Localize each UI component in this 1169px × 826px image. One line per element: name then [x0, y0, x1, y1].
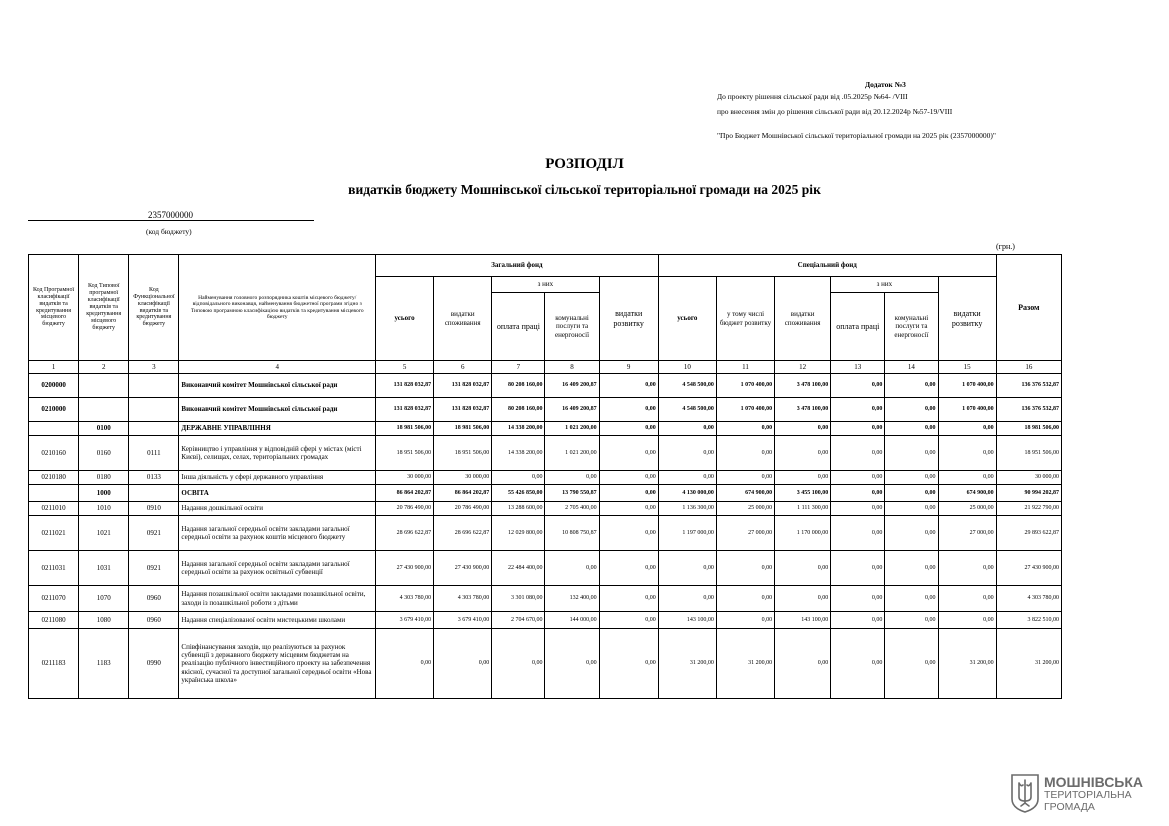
- amount-cell: 131 828 032,87: [434, 398, 492, 422]
- amount-cell: 2 705 400,00: [545, 502, 599, 516]
- amount-cell: 1 170 000,00: [775, 516, 831, 551]
- typical-code-cell: 0180: [79, 471, 129, 485]
- amount-cell: 20 786 490,00: [434, 502, 492, 516]
- logo-line-1: МОШНІВСЬКА: [1044, 774, 1144, 790]
- amount-cell: 0,00: [492, 629, 545, 699]
- amount-cell: 0,00: [716, 612, 774, 629]
- table-row: [29, 612, 1062, 629]
- special-fund-header: Спеціальний фонд: [658, 255, 996, 277]
- general-consumption-header: видатки споживання: [434, 277, 492, 361]
- special-consumption-header: видатки споживання: [775, 277, 831, 361]
- special-development-header: видатки розвитку: [938, 277, 996, 361]
- amount-cell: 0,00: [885, 485, 938, 502]
- amount-cell: 1 136 300,00: [658, 502, 716, 516]
- column-number-cell: 6: [434, 361, 492, 374]
- column-numbers-row: [29, 361, 1062, 374]
- amount-cell: 28 696 622,87: [375, 516, 433, 551]
- typical-code-cell: 0100: [79, 422, 129, 436]
- amount-cell: 90 994 202,87: [996, 485, 1061, 502]
- amount-cell: 0,00: [775, 471, 831, 485]
- typical-code-cell: 1000: [79, 485, 129, 502]
- amount-cell: 0,00: [599, 422, 658, 436]
- amount-cell: 1 111 300,00: [775, 502, 831, 516]
- special-budget-dev-header: у тому числі бюджет розвитку: [716, 277, 774, 361]
- amount-cell: 0,00: [599, 551, 658, 586]
- amount-cell: 0,00: [885, 551, 938, 586]
- functional-code-cell: 0921: [129, 551, 179, 586]
- functional-code-cell: [129, 485, 179, 502]
- amount-cell: 4 548 500,00: [658, 374, 716, 398]
- logo-line-2: ТЕРИТОРІАЛЬНА: [1044, 789, 1132, 801]
- general-sum-header: усього: [375, 277, 433, 361]
- table-row: [29, 502, 1062, 516]
- table-header: [29, 255, 1062, 374]
- column-number-cell: 3: [129, 361, 179, 374]
- amount-cell: 0,00: [658, 586, 716, 612]
- total-header: Разом: [996, 255, 1061, 361]
- amount-cell: 674 900,00: [938, 485, 996, 502]
- program-code-cell: 0211070: [29, 586, 79, 612]
- document-subtitle: видатків бюджету Мошнівської сільської територіальної громади на 2025 рік: [348, 182, 821, 197]
- amount-cell: 3 478 100,00: [775, 398, 831, 422]
- program-code-cell: [29, 485, 79, 502]
- community-logo: [1010, 773, 1150, 817]
- amount-cell: 16 409 200,87: [545, 398, 599, 422]
- general-development-header: видатки розвитку: [599, 277, 658, 361]
- amount-cell: 1 021 200,00: [545, 436, 599, 471]
- table-row: [29, 516, 1062, 551]
- amount-cell: 143 100,00: [775, 612, 831, 629]
- document-title: РОЗПОДІЛ: [545, 156, 624, 172]
- annex-amendment-line: про внесення змін до рішення сільської ради від 20.12.2024р №57-19/VIII: [717, 107, 953, 116]
- amount-cell: 30 000,00: [434, 471, 492, 485]
- program-name-cell: Надання дошкільної освіти: [179, 502, 376, 516]
- logo-wordmark: [1044, 775, 1143, 813]
- amount-cell: 0,00: [658, 471, 716, 485]
- amount-cell: 86 864 202,87: [375, 485, 433, 502]
- special-utilities-header: комунальні послуги та енергоносії: [885, 293, 938, 361]
- program-name-cell: ОСВІТА: [179, 485, 376, 502]
- amount-cell: 0,00: [492, 471, 545, 485]
- amount-cell: 0,00: [658, 422, 716, 436]
- typical-code-cell: 1021: [79, 516, 129, 551]
- amount-cell: 0,00: [831, 436, 885, 471]
- amount-cell: 0,00: [885, 422, 938, 436]
- functional-code-cell: 0910: [129, 502, 179, 516]
- typical-code-header: Код Типової програмної класифікації видатків та кредитування місцевого бюджету: [79, 255, 129, 361]
- amount-cell: 136 376 532,87: [996, 398, 1061, 422]
- amount-cell: 674 900,00: [716, 485, 774, 502]
- column-number-cell: 2: [79, 361, 129, 374]
- column-number-cell: 11: [716, 361, 774, 374]
- program-name-cell: Надання загальної середньої освіти закладами загальної середньої освіти за рахунок освітньої субвенції: [179, 551, 376, 586]
- name-header: Найменування головного розпорядника коштів місцевого бюджету/ відповідального виконавця, найменування бюджетної програми згідно з Типовою програмною класифікацією видатків та кредитування місцевого бюджету: [179, 255, 376, 361]
- column-number-cell: 10: [658, 361, 716, 374]
- amount-cell: 4 303 780,00: [434, 586, 492, 612]
- program-name-cell: Виконавчий комітет Мошнівської сільської ради: [179, 398, 376, 422]
- amount-cell: 143 100,00: [658, 612, 716, 629]
- amount-cell: 0,00: [831, 374, 885, 398]
- amount-cell: 10 808 750,87: [545, 516, 599, 551]
- column-number-cell: 4: [179, 361, 376, 374]
- amount-cell: 31 200,00: [996, 629, 1061, 699]
- amount-cell: 18 981 506,00: [375, 422, 433, 436]
- amount-cell: 3 478 100,00: [775, 374, 831, 398]
- general-salary-header: оплата праці: [492, 293, 545, 361]
- table-body: [29, 374, 1062, 699]
- amount-cell: 0,00: [599, 398, 658, 422]
- amount-cell: 0,00: [775, 436, 831, 471]
- functional-code-cell: 0133: [129, 471, 179, 485]
- amount-cell: 1 070 400,00: [716, 374, 774, 398]
- amount-cell: 13 790 550,87: [545, 485, 599, 502]
- amount-cell: 18 981 506,00: [434, 422, 492, 436]
- amount-cell: 80 208 160,00: [492, 374, 545, 398]
- amount-cell: 21 922 790,00: [996, 502, 1061, 516]
- amount-cell: 144 000,00: [545, 612, 599, 629]
- column-number-cell: 1: [29, 361, 79, 374]
- logo-line-3: ГРОМАДА: [1044, 801, 1095, 813]
- amount-cell: 0,00: [545, 629, 599, 699]
- amount-cell: 20 786 490,00: [375, 502, 433, 516]
- amount-cell: 0,00: [775, 629, 831, 699]
- amount-cell: 1 070 400,00: [716, 398, 774, 422]
- amount-cell: 31 200,00: [716, 629, 774, 699]
- functional-code-cell: [129, 374, 179, 398]
- functional-code-header: Код Функціональної класифікації видатків та кредитування бюджету: [129, 255, 179, 361]
- amount-cell: 18 951 506,00: [434, 436, 492, 471]
- amount-cell: 2 704 670,00: [492, 612, 545, 629]
- amount-cell: 0,00: [938, 471, 996, 485]
- amount-cell: 131 828 032,87: [375, 374, 433, 398]
- amount-cell: 27 430 900,00: [434, 551, 492, 586]
- trident-emblem-icon: [1010, 773, 1040, 813]
- column-number-cell: 16: [996, 361, 1061, 374]
- amount-cell: 3 301 080,00: [492, 586, 545, 612]
- amount-cell: 0,00: [599, 471, 658, 485]
- amount-cell: 0,00: [775, 586, 831, 612]
- amount-cell: 0,00: [885, 374, 938, 398]
- amount-cell: 18 981 506,00: [996, 422, 1061, 436]
- amount-cell: 0,00: [885, 436, 938, 471]
- amount-cell: 3 679 410,00: [434, 612, 492, 629]
- amount-cell: 16 409 200,87: [545, 374, 599, 398]
- program-name-cell: Надання загальної середньої освіти закладами загальної середньої освіти за рахунок коштів місцевого бюджету: [179, 516, 376, 551]
- typical-code-cell: 1070: [79, 586, 129, 612]
- annex-decision-title: "Про Бюджет Мошнівської сільської територіальної громади на 2025 рік (2357000000)": [717, 131, 996, 140]
- table-row: [29, 422, 1062, 436]
- typical-code-cell: [79, 398, 129, 422]
- amount-cell: 14 338 200,00: [492, 422, 545, 436]
- functional-code-cell: [129, 398, 179, 422]
- functional-code-cell: 0960: [129, 612, 179, 629]
- amount-cell: 29 893 622,87: [996, 516, 1061, 551]
- amount-cell: 31 200,00: [658, 629, 716, 699]
- amount-cell: 0,00: [831, 516, 885, 551]
- amount-cell: 4 548 500,00: [658, 398, 716, 422]
- amount-cell: 1 070 400,00: [938, 374, 996, 398]
- program-code-cell: 0211183: [29, 629, 79, 699]
- amount-cell: 0,00: [885, 471, 938, 485]
- special-sum-header: усього: [658, 277, 716, 361]
- program-name-cell: Надання позашкільної освіти закладами позашкільної освіти, заходи із позашкільної роботи з дітьми: [179, 586, 376, 612]
- amount-cell: 0,00: [885, 586, 938, 612]
- table-row: [29, 629, 1062, 699]
- program-code-header: Код Програмної класифікації видатків та кредитування місцевого бюджету: [29, 255, 79, 361]
- amount-cell: 30 000,00: [996, 471, 1061, 485]
- amount-cell: 136 376 532,87: [996, 374, 1061, 398]
- amount-cell: 0,00: [885, 612, 938, 629]
- amount-cell: 0,00: [375, 629, 433, 699]
- program-name-cell: Керівництво і управління у відповідній сфері у містах (місті Києві), селищах, селах, територіальних громадах: [179, 436, 376, 471]
- budget-code: 2357000000: [148, 210, 193, 220]
- amount-cell: 0,00: [658, 436, 716, 471]
- amount-cell: 22 484 400,00: [492, 551, 545, 586]
- amount-cell: 0,00: [775, 422, 831, 436]
- amount-cell: 0,00: [599, 516, 658, 551]
- amount-cell: 4 303 780,00: [996, 586, 1061, 612]
- amount-cell: 18 951 506,00: [996, 436, 1061, 471]
- amount-cell: 3 679 410,00: [375, 612, 433, 629]
- amount-cell: 0,00: [885, 398, 938, 422]
- program-name-cell: ДЕРЖАВНЕ УПРАВЛІННЯ: [179, 422, 376, 436]
- amount-cell: 1 021 200,00: [545, 422, 599, 436]
- budget-code-caption: (код бюджету): [146, 227, 192, 236]
- program-code-cell: 0210000: [29, 398, 79, 422]
- amount-cell: 14 338 200,00: [492, 436, 545, 471]
- program-code-cell: 0211010: [29, 502, 79, 516]
- amount-cell: 86 864 202,87: [434, 485, 492, 502]
- typical-code-cell: 0160: [79, 436, 129, 471]
- amount-cell: 0,00: [716, 471, 774, 485]
- amount-cell: 0,00: [938, 612, 996, 629]
- amount-cell: 0,00: [831, 471, 885, 485]
- amount-cell: 27 430 900,00: [996, 551, 1061, 586]
- table-row: [29, 485, 1062, 502]
- functional-code-cell: [129, 422, 179, 436]
- amount-cell: 0,00: [938, 586, 996, 612]
- typical-code-cell: 1031: [79, 551, 129, 586]
- amount-cell: 0,00: [885, 629, 938, 699]
- typical-code-cell: 1080: [79, 612, 129, 629]
- amount-cell: 0,00: [938, 551, 996, 586]
- amount-cell: 27 000,00: [938, 516, 996, 551]
- table-row: [29, 551, 1062, 586]
- functional-code-cell: 0960: [129, 586, 179, 612]
- amount-cell: 27 430 900,00: [375, 551, 433, 586]
- amount-cell: 0,00: [831, 502, 885, 516]
- special-salary-header: оплата праці: [831, 293, 885, 361]
- table-row: [29, 374, 1062, 398]
- column-number-cell: 12: [775, 361, 831, 374]
- amount-cell: 18 951 506,00: [375, 436, 433, 471]
- amount-cell: 25 000,00: [938, 502, 996, 516]
- amount-cell: 31 200,00: [938, 629, 996, 699]
- column-number-cell: 7: [492, 361, 545, 374]
- amount-cell: 13 288 600,00: [492, 502, 545, 516]
- column-number-cell: 8: [545, 361, 599, 374]
- amount-cell: 0,00: [599, 374, 658, 398]
- typical-code-cell: 1183: [79, 629, 129, 699]
- amount-cell: 28 696 622,87: [434, 516, 492, 551]
- typical-code-cell: [79, 374, 129, 398]
- amount-cell: 0,00: [831, 398, 885, 422]
- table-row: [29, 471, 1062, 485]
- amount-cell: 0,00: [599, 586, 658, 612]
- table-row: [29, 398, 1062, 422]
- column-number-cell: 13: [831, 361, 885, 374]
- budget-code-underline: [28, 220, 314, 221]
- amount-cell: 0,00: [885, 502, 938, 516]
- amount-cell: 0,00: [658, 551, 716, 586]
- amount-cell: 0,00: [831, 586, 885, 612]
- program-code-cell: 0211080: [29, 612, 79, 629]
- amount-cell: 4 130 000,00: [658, 485, 716, 502]
- annex-number: Додаток №3: [865, 80, 906, 89]
- amount-cell: 0,00: [831, 485, 885, 502]
- program-code-cell: 0210160: [29, 436, 79, 471]
- general-of-which-header: з них: [492, 277, 599, 293]
- amount-cell: 1 197 000,00: [658, 516, 716, 551]
- general-utilities-header: комунальні послуги та енергоносії: [545, 293, 599, 361]
- functional-code-cell: 0111: [129, 436, 179, 471]
- amount-cell: 55 426 850,00: [492, 485, 545, 502]
- amount-cell: 3 822 510,00: [996, 612, 1061, 629]
- column-number-cell: 5: [375, 361, 433, 374]
- amount-cell: 0,00: [938, 422, 996, 436]
- amount-cell: 0,00: [599, 502, 658, 516]
- typical-code-cell: 1010: [79, 502, 129, 516]
- program-name-cell: Інша діяльність у сфері державного управління: [179, 471, 376, 485]
- amount-cell: 131 828 032,87: [375, 398, 433, 422]
- amount-cell: 131 828 032,87: [434, 374, 492, 398]
- program-name-cell: Надання спеціалізованої освіти мистецькими школами: [179, 612, 376, 629]
- amount-cell: 0,00: [599, 436, 658, 471]
- budget-distribution-table: [28, 254, 1062, 699]
- amount-cell: 27 000,00: [716, 516, 774, 551]
- table-row: [29, 586, 1062, 612]
- functional-code-cell: 0921: [129, 516, 179, 551]
- currency-units: (грн.): [996, 242, 1015, 251]
- amount-cell: 25 000,00: [716, 502, 774, 516]
- program-code-cell: 0211031: [29, 551, 79, 586]
- amount-cell: 0,00: [831, 629, 885, 699]
- amount-cell: 0,00: [716, 551, 774, 586]
- amount-cell: 0,00: [831, 422, 885, 436]
- amount-cell: 0,00: [545, 471, 599, 485]
- amount-cell: 0,00: [831, 551, 885, 586]
- program-code-cell: 0200000: [29, 374, 79, 398]
- amount-cell: 0,00: [831, 612, 885, 629]
- program-name-cell: Виконавчий комітет Мошнівської сільської ради: [179, 374, 376, 398]
- amount-cell: 0,00: [716, 436, 774, 471]
- amount-cell: 0,00: [716, 586, 774, 612]
- column-number-cell: 9: [599, 361, 658, 374]
- amount-cell: 0,00: [599, 629, 658, 699]
- program-name-cell: Співфінансування заходів, що реалізуються за рахунок субвенції з державного бюджету місцевим бюджетам на реалізацію публічного інвестиційного проекту на забезпечення якісної, сучасної та доступної загальної середньої освіти «Нова українська школа»: [179, 629, 376, 699]
- amount-cell: 0,00: [545, 551, 599, 586]
- column-number-cell: 15: [938, 361, 996, 374]
- amount-cell: 0,00: [885, 516, 938, 551]
- amount-cell: 80 208 160,00: [492, 398, 545, 422]
- amount-cell: 0,00: [599, 612, 658, 629]
- annex-reference-line: До проекту рішення сільської ради від .05.2025р №64- /VIII: [717, 92, 908, 101]
- amount-cell: 0,00: [599, 485, 658, 502]
- amount-cell: 1 070 400,00: [938, 398, 996, 422]
- amount-cell: 12 029 800,00: [492, 516, 545, 551]
- amount-cell: 0,00: [775, 551, 831, 586]
- amount-cell: 0,00: [938, 436, 996, 471]
- program-code-cell: 0211021: [29, 516, 79, 551]
- functional-code-cell: 0990: [129, 629, 179, 699]
- amount-cell: 0,00: [716, 422, 774, 436]
- table-row: [29, 436, 1062, 471]
- program-code-cell: [29, 422, 79, 436]
- amount-cell: 30 000,00: [375, 471, 433, 485]
- amount-cell: 3 455 100,00: [775, 485, 831, 502]
- program-code-cell: 0210180: [29, 471, 79, 485]
- general-fund-header: Загальний фонд: [375, 255, 658, 277]
- amount-cell: 0,00: [434, 629, 492, 699]
- amount-cell: 4 303 780,00: [375, 586, 433, 612]
- column-number-cell: 14: [885, 361, 938, 374]
- special-of-which-header: з них: [831, 277, 938, 293]
- amount-cell: 132 400,00: [545, 586, 599, 612]
